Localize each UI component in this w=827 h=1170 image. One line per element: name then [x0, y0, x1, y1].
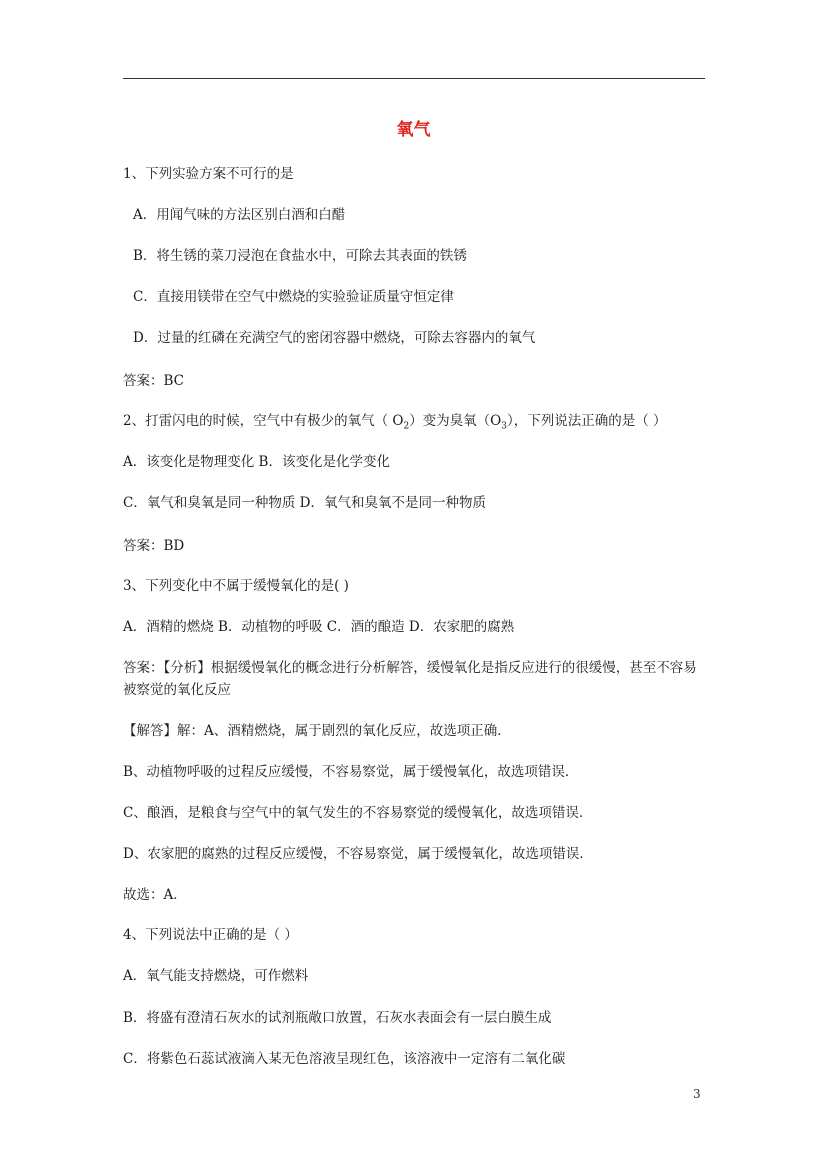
question-2-answer: 答案：BD: [123, 538, 185, 554]
question-3-analysis: 答案：【分析】根据缓慢氧化的概念进行分析解答，缓慢氧化是指反应进行的很缓慢，甚至不容易被察觉的氧化反应: [123, 660, 697, 698]
question-2-stem: 2、打雷闪电的时候，空气中有极少的氧气（ $O_2$）变为臭氧$(O_3)$，下列说法正确的是（ ）: [123, 413, 667, 432]
question-1-stem: 1、下列实验方案不可行的是: [123, 166, 294, 182]
question-4-stem: 4、下列说法中正确的是（ ）: [123, 927, 298, 943]
question-1-option-d: D．过量的红磷在充满空气的密闭容器中燃烧，可除去容器内的氧气: [133, 330, 536, 346]
question-3-solution-d: D、农家肥的腐熟的过程反应缓慢，不容易察觉，属于缓慢氧化，故选项错误．: [123, 846, 593, 862]
question-3-solution-c: C、酿酒，是粮食与空气中的氧气发生的不容易察觉的缓慢氧化，故选项错误．: [123, 805, 593, 821]
question-1-option-b: B．将生锈的菜刀浸泡在食盐水中，可除去其表面的铁锈: [133, 248, 467, 264]
question-1-option-c: C．直接用镁带在空气中燃烧的实验验证质量守恒定律: [133, 289, 454, 305]
question-3-solution-a: 【解答】解：A、酒精燃烧，属于剧烈的氧化反应，故选项正确．: [123, 723, 511, 739]
page-number: 3: [693, 1087, 701, 1101]
question-2-options-ab: A．该变化是物理变化 B．该变化是化学变化: [123, 454, 390, 470]
question-4-option-c: C．将紫色石蕊试液滴入某无色溶液呈现红色，该溶液中一定溶有二氧化碳: [123, 1051, 566, 1067]
question-2-options-cd: C．氧气和臭氧是同一种物质 D．氧气和臭氧不是同一种物质: [123, 495, 486, 511]
question-3-choice: 故选：A．: [123, 887, 187, 903]
header-rule: [123, 78, 705, 79]
question-1-option-a: A．用闻气味的方法区别白酒和白醋: [133, 207, 346, 223]
question-3-options: A．酒精的燃烧 B．动植物的呼吸 C．酒的酿造 D．农家肥的腐熟: [123, 619, 515, 635]
question-4-option-a: A．氧气能支持燃烧，可作燃料: [123, 968, 309, 984]
page-title: 氧气: [396, 120, 431, 140]
question-3-stem: 3、下列变化中不属于缓慢氧化的是( ): [123, 578, 349, 594]
question-4-option-b: B．将盛有澄清石灰水的试剂瓶敞口放置，石灰水表面会有一层白膜生成: [123, 1010, 552, 1026]
question-1-answer: 答案：BC: [123, 373, 185, 389]
question-3-solution-b: B、动植物呼吸的过程反应缓慢，不容易察觉，属于缓慢氧化，故选项错误．: [123, 764, 579, 780]
